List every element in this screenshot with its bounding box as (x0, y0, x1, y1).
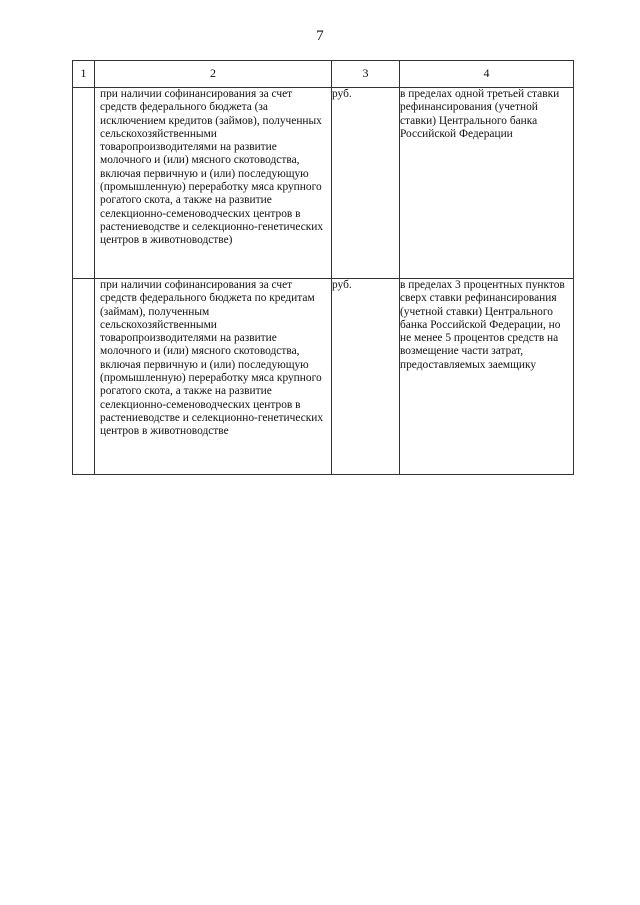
table-row (73, 88, 574, 279)
header-col-1: 1 (73, 61, 95, 88)
value-cell (400, 279, 574, 475)
unit-cell (332, 279, 400, 475)
table-body (73, 88, 574, 475)
row-number-cell (73, 279, 95, 475)
unit-text: руб. (332, 279, 352, 291)
description-cell (95, 88, 332, 279)
data-table (72, 60, 574, 475)
header-col-2: 2 (95, 61, 332, 88)
value-text: в пределах 3 процентных пунктов сверх ставки рефинансирования (учетной ставки) Центрального банка Российской Федерации, но не менее 5 процентов средств на возмещение части затрат, предоставляемых заемщику (400, 279, 565, 371)
table-header (73, 61, 574, 88)
table-row (73, 279, 574, 475)
unit-text: руб. (332, 88, 352, 100)
description-text: при наличии софинансирования за счет средств федерального бюджета по кредитам (займам), полученным сельскохозяйственными товаропроизводителями на развитие молочного и (или) мясного скотоводства, включая первичную и (или) последующую (промышленную) переработку мяса крупного рогатого скота, а также на развитие селекционно-семеноводческих центров в растениеводстве и селекционно-генетических центров в животноводстве (100, 279, 324, 438)
unit-cell (332, 88, 400, 279)
value-cell (400, 88, 574, 279)
value-text: в пределах одной третьей ставки рефинансирования (учетной ставки) Центрального банка Российской Федерации (400, 88, 560, 140)
row-number-cell (73, 88, 95, 279)
description-text: при наличии софинансирования за счет средств федерального бюджета (за исключением кредитов (займов), полученных сельскохозяйственными товаропроизводителями на развитие молочного и (или) мясного скотоводства, включая первичную и (или) последующую (промышленную) переработку мяса крупного рогатого скота, а также на развитие селекционно-семеноводческих центров в растениеводстве и селекционно-генетических центров в животноводстве) (100, 88, 324, 247)
header-col-3: 3 (332, 61, 400, 88)
header-col-4: 4 (400, 61, 574, 88)
page-number: 7 (316, 28, 324, 44)
description-cell (95, 279, 332, 475)
header-row (73, 61, 574, 88)
